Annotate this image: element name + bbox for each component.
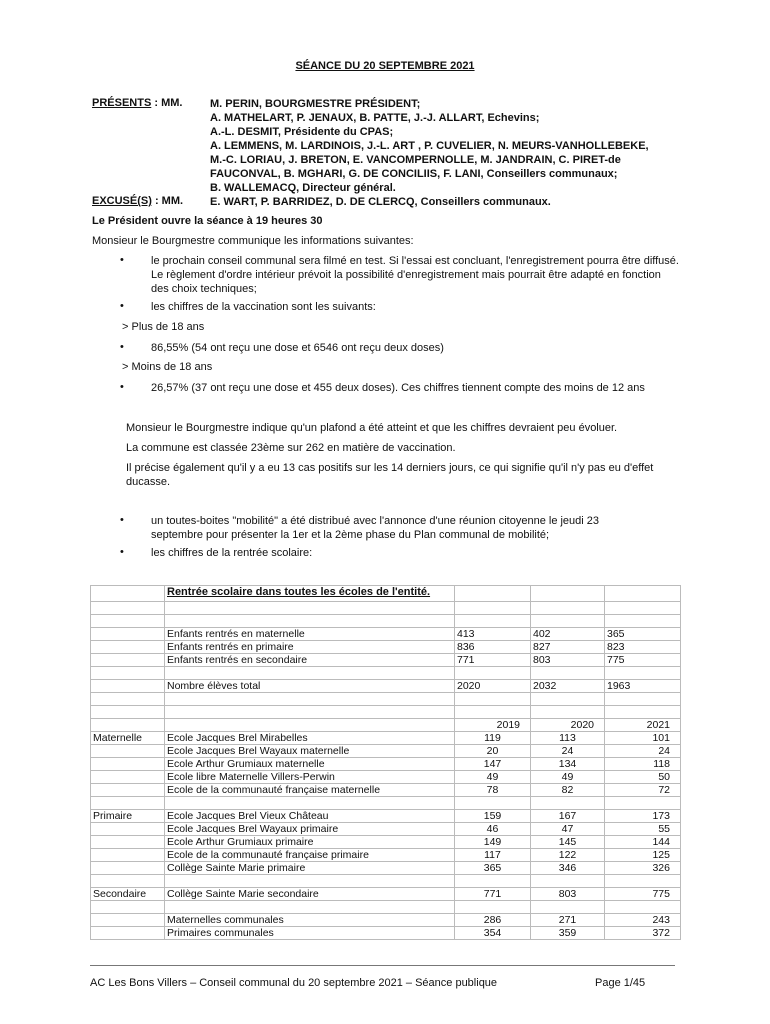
cell: 827: [531, 641, 605, 654]
row-label: Ecole Arthur Grumiaux primaire: [165, 836, 455, 849]
bullet-rentree: les chiffres de la rentrée scolaire:: [151, 547, 313, 559]
table-row: [91, 849, 681, 862]
moins18-heading: > Moins de 18 ans: [122, 361, 213, 373]
cell: 803: [531, 654, 605, 667]
cell: 113: [531, 732, 605, 745]
table-title: Rentrée scolaire dans toutes les écoles de l'entité.: [165, 586, 455, 602]
cell: 836: [455, 641, 531, 654]
table-row: [91, 771, 681, 784]
cell: 47: [531, 823, 605, 836]
year-cell: 2021: [605, 719, 681, 732]
table-row: [91, 810, 681, 823]
footer-left: AC Les Bons Villers – Conseil communal du 20 septembre 2021 – Séance publique: [90, 977, 498, 989]
rentree-table: [90, 585, 681, 940]
presents-line: FAUCONVAL, B. MGHARI, G. DE CONCILIIS, F. LANI, Conseillers communaux;: [210, 168, 618, 180]
cell: 24: [531, 745, 605, 758]
year-cell: 2020: [531, 719, 605, 732]
cell: 402: [531, 628, 605, 641]
bullet-vaccination: les chiffres de la vaccination sont les suivants:: [151, 301, 376, 313]
cell: 775: [605, 888, 681, 901]
opening-line: Le Président ouvre la séance à 19 heures 30: [92, 215, 323, 227]
presents-line: B. WALLEMACQ, Directeur général.: [210, 182, 396, 194]
cell: 2032: [531, 680, 605, 693]
bullet-filming: le prochain conseil communal sera filmé en test. Si l'essai est concluant, l'enregistrement pourra être diffusé. Le règlement d'ordre intérieur prévoit la possibilité d'enregistrement mais pourrait être adapté en fonction des choix techniques;: [151, 255, 679, 295]
cell: 271: [531, 914, 605, 927]
cell: 134: [531, 758, 605, 771]
table-row-total: [91, 680, 681, 693]
cell: 173: [605, 810, 681, 823]
cell: 771: [455, 888, 531, 901]
page-title: SÉANCE DU 20 SEPTEMBRE 2021: [295, 60, 475, 72]
row-label: Nombre élèves total: [165, 680, 455, 693]
cell: 372: [605, 927, 681, 940]
cell: 149: [455, 836, 531, 849]
row-label: Ecole Jacques Brel Wayaux maternelle: [165, 745, 455, 758]
cell: 771: [455, 654, 531, 667]
group-label: Secondaire: [91, 888, 165, 901]
cell: 119: [455, 732, 531, 745]
moins18-value: 26,57% (37 ont reçu une dose et 455 deux doses). Ces chiffres tiennent compte des moins de 12 ans: [151, 382, 645, 394]
intro-line: Monsieur le Bourgmestre communique les informations suivantes:: [92, 235, 414, 247]
table-row: [91, 641, 681, 654]
row-label: Enfants rentrés en primaire: [165, 641, 455, 654]
cell: 243: [605, 914, 681, 927]
bullet-mobilite: un toutes-boites "mobilité" a été distribué avec l'annonce d'une réunion citoyenne le jeudi 23 septembre pour présenter la 1er et la 2ème phase du Plan communal de mobilité;: [151, 515, 600, 541]
cell: 413: [455, 628, 531, 641]
table-row: [91, 862, 681, 875]
cell: 803: [531, 888, 605, 901]
presents-line: A. LEMMENS, M. LARDINOIS, J.-L. ART , P. CUVELIER, N. MEURS-VANHOLLEBEKE,: [210, 140, 649, 152]
footer-divider: [90, 965, 675, 966]
cell: 78: [455, 784, 531, 797]
row-label: Collège Sainte Marie primaire: [165, 862, 455, 875]
para-plafond: Monsieur le Bourgmestre indique qu'un plafond a été atteint et que les chiffres devraient peu évoluer.: [126, 422, 618, 434]
table-row: [91, 927, 681, 940]
row-label: Ecole Jacques Brel Vieux Château: [165, 810, 455, 823]
bullet-marker: •: [120, 546, 124, 558]
row-label: Ecole libre Maternelle Villers-Perwin: [165, 771, 455, 784]
presents-line: A.-L. DESMIT, Présidente du CPAS;: [210, 126, 394, 138]
row-label: Ecole Jacques Brel Wayaux primaire: [165, 823, 455, 836]
cell: 823: [605, 641, 681, 654]
table-row: [91, 654, 681, 667]
cell: 147: [455, 758, 531, 771]
presents-line: M.-C. LORIAU, J. BRETON, E. VANCOMPERNOLLE, M. JANDRAIN, C. PIRET-de: [210, 154, 621, 166]
cell: 1963: [605, 680, 681, 693]
cell: 49: [531, 771, 605, 784]
table-row: [91, 836, 681, 849]
table-row: [91, 745, 681, 758]
presents-label-text: PRÉSENTS: [92, 97, 152, 109]
table-row: [91, 758, 681, 771]
table-row: [91, 914, 681, 927]
table-row: [91, 732, 681, 745]
cell: 365: [605, 628, 681, 641]
row-label: Ecole Arthur Grumiaux maternelle: [165, 758, 455, 771]
cell: 144: [605, 836, 681, 849]
cell: 286: [455, 914, 531, 927]
presents-label: [92, 97, 182, 109]
footer-page-number: Page 1/45: [595, 977, 646, 989]
cell: 24: [605, 745, 681, 758]
cell: 346: [531, 862, 605, 875]
cell: 125: [605, 849, 681, 862]
cell: 145: [531, 836, 605, 849]
plus18-value: 86,55% (54 ont reçu une dose et 6546 ont reçu deux doses): [151, 342, 444, 354]
bullet-marker: •: [120, 514, 124, 526]
cell: 50: [605, 771, 681, 784]
cell: 354: [455, 927, 531, 940]
cell: 118: [605, 758, 681, 771]
cell: 55: [605, 823, 681, 836]
cell: 2020: [455, 680, 531, 693]
cell: 159: [455, 810, 531, 823]
cell: 117: [455, 849, 531, 862]
cell: 122: [531, 849, 605, 862]
table-row: [91, 823, 681, 836]
cell: 82: [531, 784, 605, 797]
cell: 167: [531, 810, 605, 823]
row-label: Primaires communales: [165, 927, 455, 940]
row-label: Enfants rentrés en maternelle: [165, 628, 455, 641]
cell: 775: [605, 654, 681, 667]
presents-list: [210, 97, 690, 195]
bullet-marker: •: [120, 341, 124, 353]
plus18-heading: > Plus de 18 ans: [122, 321, 205, 333]
table-row: [91, 888, 681, 901]
years-row: [91, 719, 681, 732]
cell: 326: [605, 862, 681, 875]
row-label: Enfants rentrés en secondaire: [165, 654, 455, 667]
excuses-suffix: : MM.: [151, 195, 184, 207]
cell: 49: [455, 771, 531, 784]
bullet-marker: •: [120, 254, 124, 266]
row-label: Maternelles communales: [165, 914, 455, 927]
table-row: [91, 784, 681, 797]
presents-line: M. PERIN, BOURGMESTRE PRÉSIDENT;: [210, 98, 421, 110]
cell: 46: [455, 823, 531, 836]
cell: 20: [455, 745, 531, 758]
row-label: Ecole de la communauté française primaire: [165, 849, 455, 862]
bullet-marker: •: [120, 300, 124, 312]
group-label: Maternelle: [91, 732, 165, 745]
para-classement: La commune est classée 23ème sur 262 en matière de vaccination.: [126, 442, 456, 454]
table-row: [91, 628, 681, 641]
cell: 359: [531, 927, 605, 940]
excuses-label-text: EXCUSÉ(S): [92, 195, 152, 207]
presents-suffix: : MM.: [151, 97, 183, 109]
group-label: Primaire: [91, 810, 165, 823]
cell: 72: [605, 784, 681, 797]
cell: 365: [455, 862, 531, 875]
bullet-marker: •: [120, 381, 124, 393]
row-label: Ecole Jacques Brel Mirabelles: [165, 732, 455, 745]
excuses-label: [92, 195, 183, 207]
presents-line: A. MATHELART, P. JENAUX, B. PATTE, J.-J. ALLART, Echevins;: [210, 112, 540, 124]
year-cell: 2019: [455, 719, 531, 732]
row-label: Collège Sainte Marie secondaire: [165, 888, 455, 901]
row-label: Ecole de la communauté française maternelle: [165, 784, 455, 797]
cell: 101: [605, 732, 681, 745]
excuses-text: E. WART, P. BARRIDEZ, D. DE CLERCQ, Conseillers communaux.: [210, 196, 551, 208]
para-cas-positifs: Il précise également qu'il y a eu 13 cas positifs sur les 14 derniers jours, ce qui signifie qu'il n'y pas eu d'effet ducasse.: [126, 462, 654, 488]
